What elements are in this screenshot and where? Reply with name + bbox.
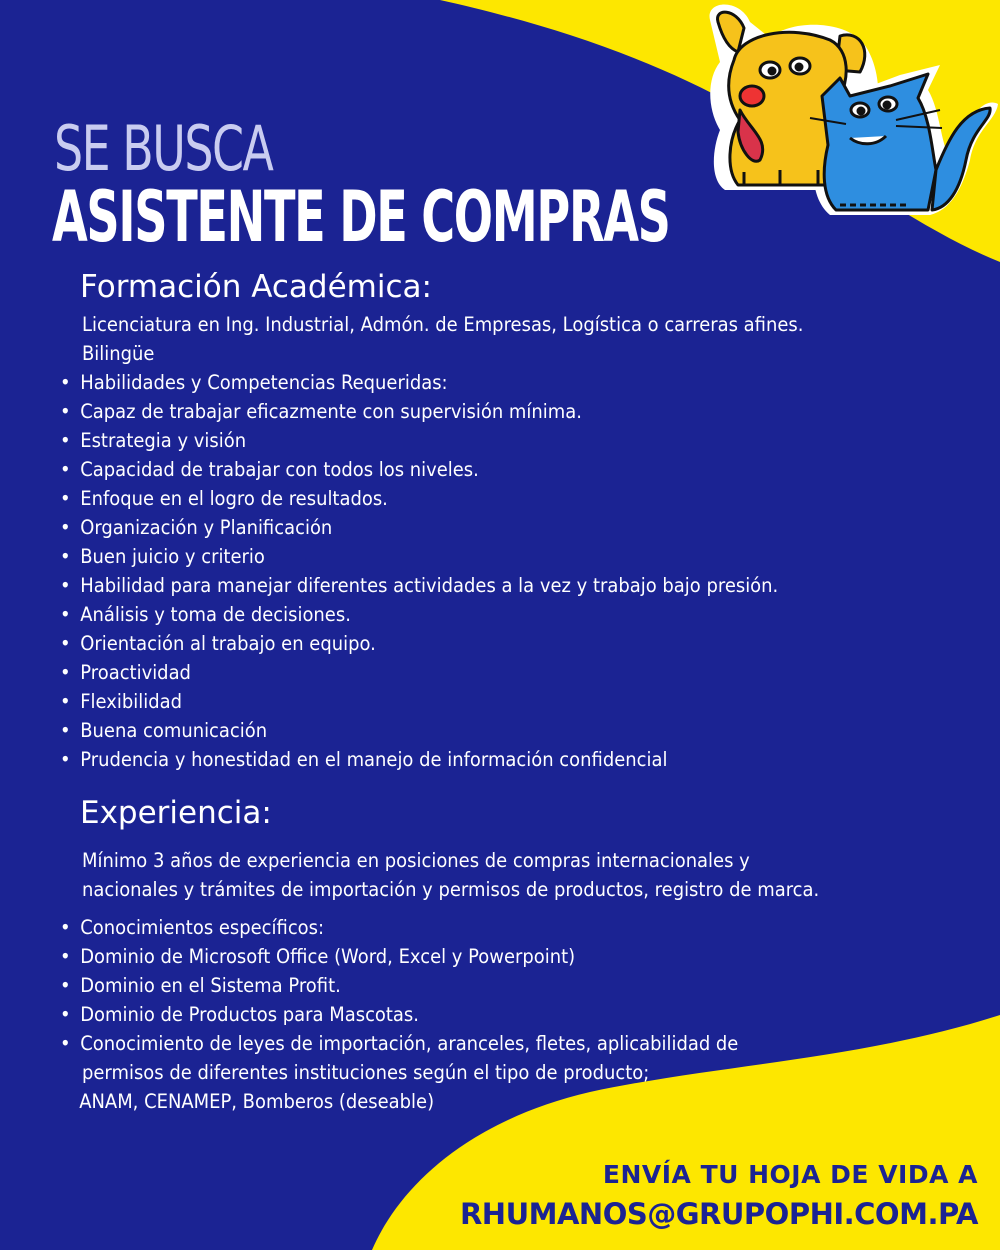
dog-and-cat-cartoon-icon bbox=[700, 0, 1000, 230]
experience-line: nacionales y trámites de importación y permisos de productos, registro de marca. bbox=[82, 878, 820, 901]
continuation-line: permisos de diferentes instituciones según el tipo de producto; bbox=[82, 1061, 650, 1084]
list-item: • Habilidad para manejar diferentes actividades a la vez y trabajo bajo presión. bbox=[60, 571, 778, 600]
list-item: • Prudencia y honestidad en el manejo de información confidencial bbox=[60, 745, 778, 774]
continuation-line: ANAM, CENAMEP, Bomberos (deseable) bbox=[79, 1090, 435, 1113]
list-item: • Dominio de Productos para Mascotas. bbox=[60, 1000, 738, 1029]
list-item: • Flexibilidad bbox=[60, 687, 778, 716]
experience-heading: Experiencia: bbox=[80, 795, 272, 831]
list-item: • Buen juicio y criterio bbox=[60, 542, 778, 571]
experience-description bbox=[82, 846, 819, 904]
list-item: • Dominio de Microsoft Office (Word, Excel y Powerpoint) bbox=[60, 942, 738, 971]
list-item: • Capacidad de trabajar con todos los niveles. bbox=[60, 455, 778, 484]
list-item: • Análisis y toma de decisiones. bbox=[60, 600, 778, 629]
contact-cta bbox=[460, 1158, 978, 1236]
list-item: • Habilidades y Competencias Requeridas: bbox=[60, 368, 778, 397]
list-item: • Estrategia y visión bbox=[60, 426, 778, 455]
page-kicker: SE BUSCA bbox=[54, 112, 273, 185]
education-line: Licenciatura en Ing. Industrial, Admón. de Empresas, Logística o carreras afines. bbox=[82, 313, 804, 336]
knowledge-continuation bbox=[79, 1058, 650, 1116]
education-line: Bilingüe bbox=[82, 342, 155, 365]
list-item: • Buena comunicación bbox=[60, 716, 778, 745]
experience-line: Mínimo 3 años de experiencia en posiciones de compras internacionales y bbox=[82, 849, 750, 872]
cta-text: ENVÍA TU HOJA DE VIDA A bbox=[602, 1160, 978, 1189]
list-item: • Conocimientos específicos: bbox=[60, 913, 738, 942]
knowledge-list bbox=[60, 913, 797, 1058]
list-item: • Dominio en el Sistema Profit. bbox=[60, 971, 738, 1000]
list-item: • Orientación al trabajo en equipo. bbox=[60, 629, 778, 658]
list-item: • Proactividad bbox=[60, 658, 778, 687]
list-item: • Enfoque en el logro de resultados. bbox=[60, 484, 778, 513]
list-item: • Conocimiento de leyes de importación, aranceles, fletes, aplicabilidad de bbox=[60, 1029, 738, 1058]
list-item: • Capaz de trabajar eficazmente con supervisión mínima. bbox=[60, 397, 778, 426]
education-description bbox=[82, 310, 803, 368]
page-title: ASISTENTE DE COMPRAS bbox=[52, 176, 670, 258]
contact-email: RHUMANOS@GRUPOPHI.COM.PA bbox=[459, 1197, 978, 1231]
education-heading: Formación Académica: bbox=[80, 269, 432, 305]
list-item: • Organización y Planificación bbox=[60, 513, 778, 542]
competencies-list bbox=[60, 368, 841, 774]
